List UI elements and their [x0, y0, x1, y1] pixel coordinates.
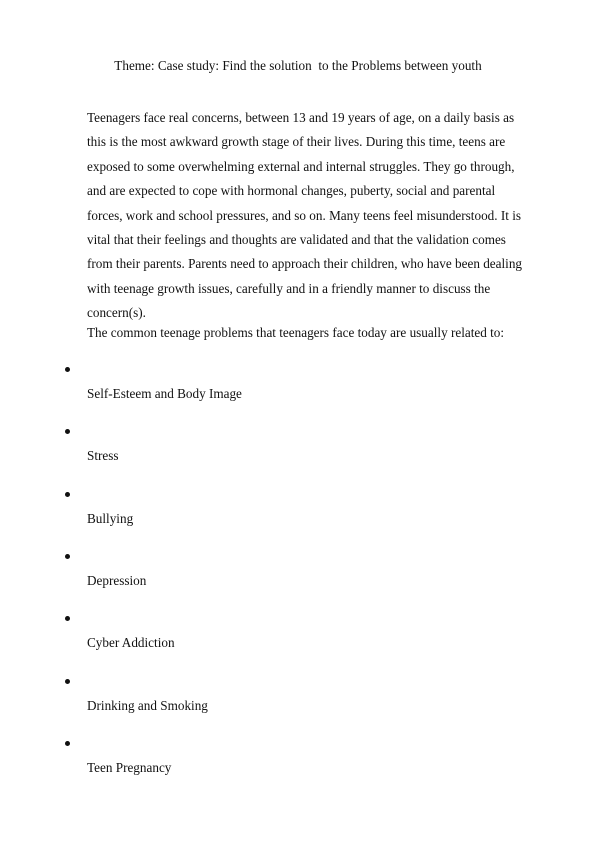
body-paragraph	[87, 106, 557, 326]
bullet-icon	[63, 427, 71, 435]
list-item: Bullying	[87, 511, 134, 526]
list-item: Depression	[87, 573, 147, 588]
paragraph-line: concern(s).	[87, 305, 146, 321]
bullet-icon	[63, 614, 71, 622]
list-item: Drinking and Smoking	[87, 698, 208, 713]
paragraph-line: Teenagers face real concerns, between 13 and 19 years of age, on a daily basis as	[87, 110, 515, 125]
paragraph-line: forces, work and school pressures, and so on. Many teens feel misunderstood. It is	[87, 207, 521, 223]
paragraph-line: this is the most awkward growth stage of their lives. During this time, teens are	[87, 134, 506, 150]
list-item: Cyber Addiction	[87, 635, 175, 650]
bullet-icon	[63, 552, 71, 560]
paragraph-line: and are expected to cope with hormonal changes, puberty, social and parental	[87, 183, 496, 199]
list-intro: The common teenage problems that teenagers face today are usually related to:	[87, 325, 505, 340]
bullet-icon	[63, 365, 71, 373]
bullet-icon	[63, 677, 71, 685]
bullet-icon	[63, 739, 71, 747]
list-item: Self-Esteem and Body Image	[87, 386, 242, 401]
list-item: Teen Pregnancy	[87, 760, 172, 775]
paragraph-line: from their parents. Parents need to approach their children, who have been dealing	[87, 256, 523, 272]
list-item: Stress	[87, 448, 119, 463]
paragraph-line: exposed to some overwhelming external and internal struggles. They go through,	[87, 158, 515, 174]
paragraph-line: vital that their feelings and thoughts are validated and that the validation comes	[87, 231, 506, 247]
paragraph-line: with teenage growth issues, carefully and in a friendly manner to discuss the	[87, 280, 491, 296]
document-title: Theme: Case study: Find the solution to the Problems between youth	[114, 58, 482, 73]
bullet-icon	[63, 490, 71, 498]
